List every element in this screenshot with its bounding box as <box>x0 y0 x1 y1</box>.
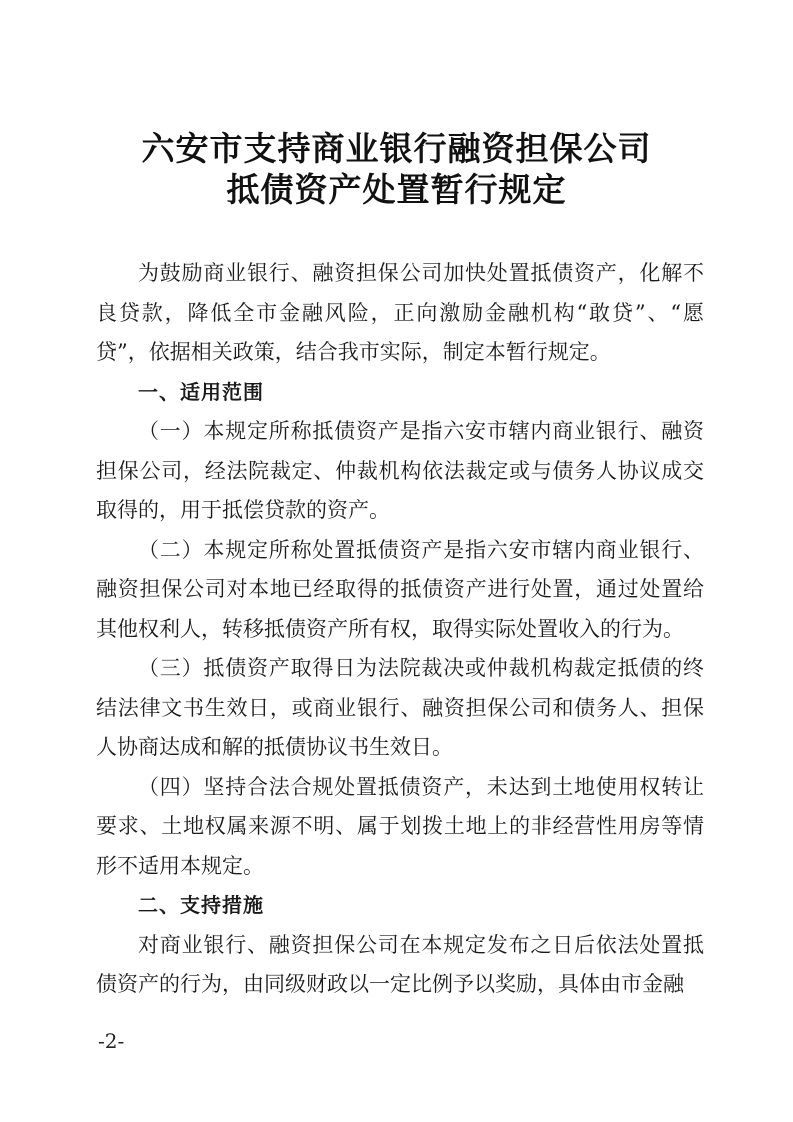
section-1-item-2: （二）本规定所称处置抵债资产是指六安市辖内商业银行、融资担保公司对本地已经取得的抵债资产进行处置，通过处置给其他权利人，转移抵债资产所有权，取得实际处置收入的行为。 <box>96 537 704 641</box>
intro-paragraph: 为鼓励商业银行、融资担保公司加快处置抵债资产，化解不良贷款，降低全市金融风险，正向激励金融机构“敢贷”、“愿贷”，依据相关政策，结合我市实际，制定本暂行规定。 <box>96 261 704 364</box>
section-1-heading: 一、适用范围 <box>138 379 264 404</box>
section-1-item-3: （三）抵债资产取得日为法院裁决或仲裁机构裁定抵债的终结法律文书生效日，或商业银行、融资担保公司和债务人、担保人协商达成和解的抵债协议书生效日。 <box>96 656 704 759</box>
section-2-heading: 二、支持措施 <box>138 893 264 917</box>
section-2-paragraph-1: 对商业银行、融资担保公司在本规定发布之日后依法处置抵债资产的行为，由同级财政以一定比例予以奖励，具体由市金融 <box>96 932 704 996</box>
page-number: -2- <box>98 1029 125 1053</box>
document-title-line-2: 抵债资产处置暂行规定 <box>226 170 567 209</box>
section-1-item-1: （一）本规定所称抵债资产是指六安市辖内商业银行、融资担保公司，经法院裁定、仲裁机构依法裁定或与债务人协议成交取得的，用于抵偿贷款的资产。 <box>96 419 704 522</box>
section-1-item-4: （四）坚持合法合规处置抵债资产，未达到土地使用权转让要求、土地权属来源不明、属于划拨土地上的非经营性用房等情形不适用本规定。 <box>96 774 704 878</box>
document-title-line-1: 六安市支持商业银行融资担保公司 <box>141 129 652 168</box>
document-body <box>96 254 704 1005</box>
